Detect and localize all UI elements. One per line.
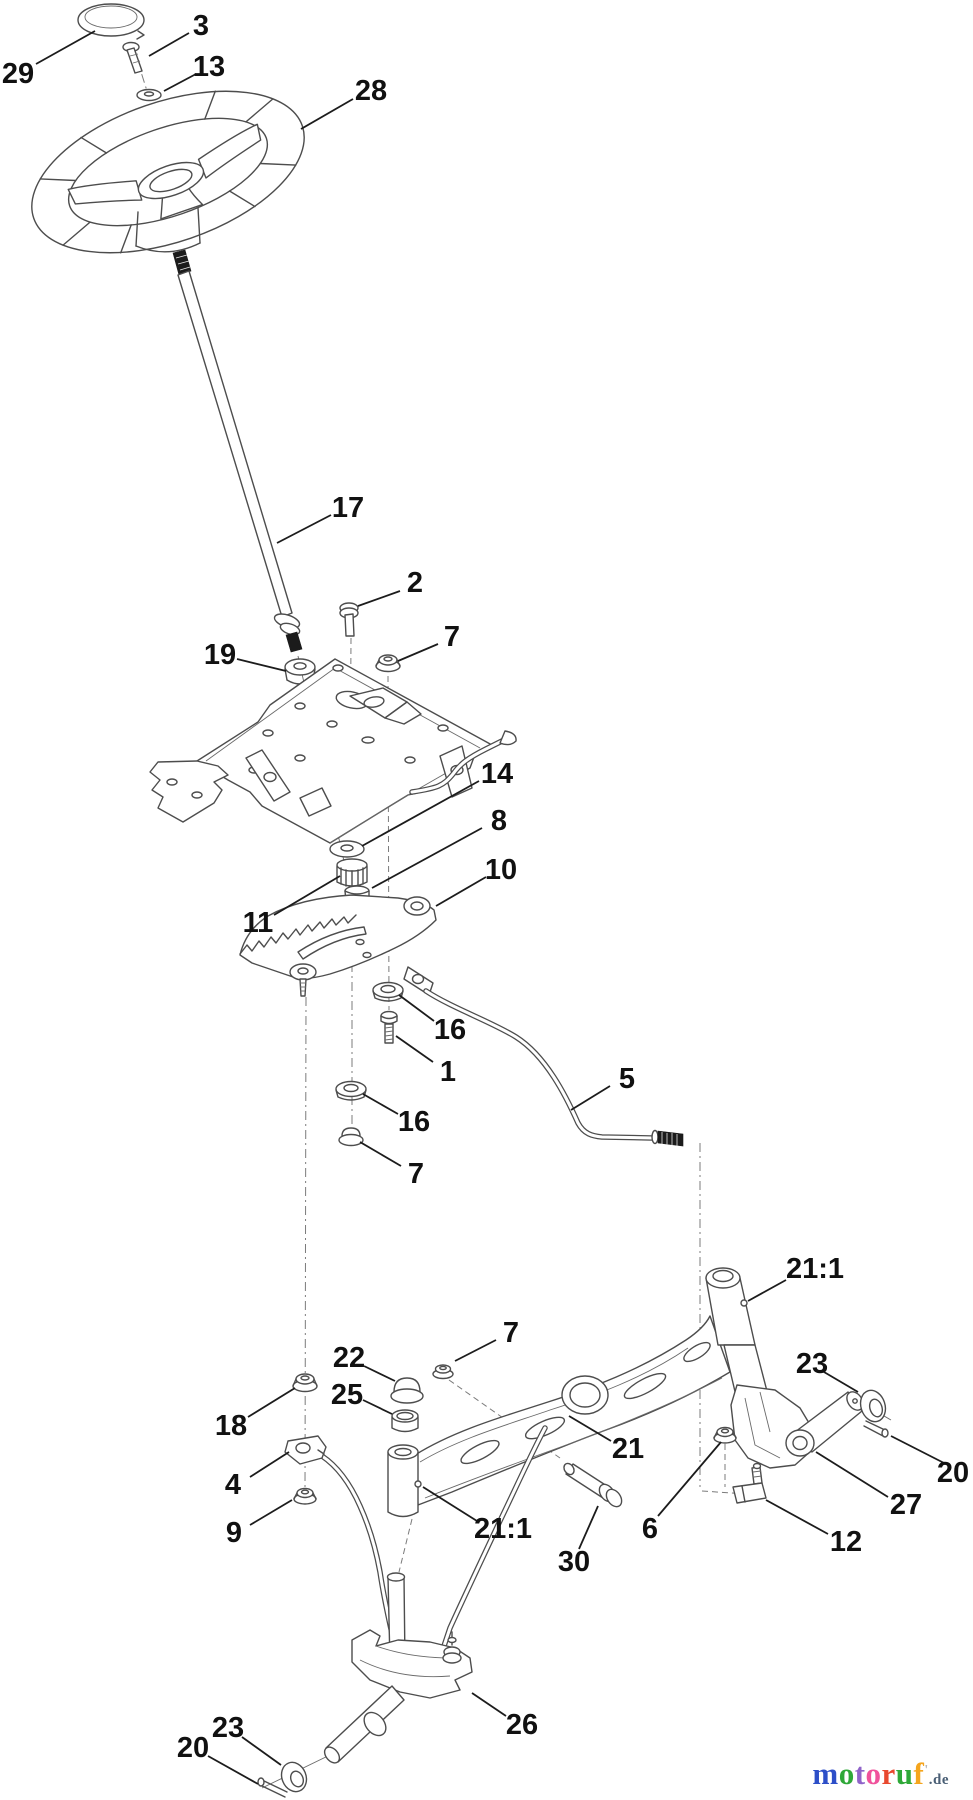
- callout-leader-7b: [360, 1142, 401, 1166]
- callout-leader-28: [301, 99, 353, 129]
- logo-letter: m: [812, 1756, 839, 1791]
- callout-leader-21-1a: [748, 1280, 786, 1301]
- logo-tick: ': [924, 1763, 929, 1778]
- callout-leader-10: [436, 877, 486, 906]
- callout-label-12: 12: [829, 1526, 863, 1558]
- callout-leader-1: [396, 1036, 433, 1062]
- logo-letter: f: [913, 1756, 925, 1791]
- callout-label-26: 26: [505, 1709, 539, 1741]
- callout-leader-9: [250, 1500, 292, 1525]
- callout-leader-25: [363, 1400, 392, 1414]
- console-bracket: [150, 659, 516, 843]
- washer-23a: [857, 1387, 890, 1425]
- callout-label-18: 18: [214, 1410, 248, 1442]
- logo-letter: r: [881, 1756, 896, 1791]
- callout-label-16a: 16: [433, 1014, 467, 1046]
- callout-layer: [2, 10, 969, 1784]
- callout-leader-27: [816, 1452, 888, 1497]
- steering-wheel: [11, 60, 325, 285]
- callout-leader-6: [658, 1442, 721, 1516]
- logo-domain-suffix: .de: [928, 1772, 949, 1788]
- motoruf-wordmark: [812, 1756, 924, 1791]
- steering-shaft: [173, 250, 302, 652]
- splined-pinion-11: [337, 859, 367, 887]
- flange-nut-6: [714, 1428, 736, 1444]
- callout-label-9: 9: [225, 1517, 243, 1549]
- flange-nut-18: [293, 1374, 317, 1392]
- logo-letter: o: [865, 1756, 882, 1791]
- grease-fitting-12: [733, 1464, 766, 1504]
- logo-letter: t: [854, 1756, 866, 1791]
- callout-leader-22: [364, 1366, 395, 1381]
- callout-leader-20b: [208, 1756, 258, 1784]
- callout-label-21-1b: 21:1: [473, 1513, 533, 1545]
- callout-label-21-1a: 21:1: [785, 1253, 845, 1285]
- callout-label-17: 17: [331, 492, 365, 524]
- callout-leader-5: [571, 1086, 610, 1110]
- screw-1: [381, 1012, 397, 1044]
- callout-label-20b: 20: [176, 1732, 210, 1764]
- washer-13: [137, 90, 161, 101]
- callout-leader-7a: [398, 644, 438, 661]
- push-cap-7b: [339, 1128, 363, 1146]
- callout-label-16b: 16: [397, 1106, 431, 1138]
- flange-nut-7a: [376, 655, 400, 672]
- callout-label-23b: 23: [211, 1712, 245, 1744]
- callout-leader-30: [579, 1506, 598, 1549]
- washer-14: [330, 841, 364, 857]
- motoruf-logo: [812, 1756, 949, 1792]
- washer-16b: [336, 1082, 366, 1101]
- callout-leader-3: [149, 33, 189, 56]
- callout-label-1: 1: [439, 1056, 457, 1088]
- callout-leader-18: [248, 1388, 295, 1417]
- callout-label-22: 22: [332, 1342, 366, 1374]
- callout-label-14: 14: [480, 758, 514, 790]
- callout-label-5: 5: [618, 1063, 636, 1095]
- callout-leader-16b: [363, 1094, 398, 1114]
- callout-label-25: 25: [330, 1379, 364, 1411]
- callout-leader-26: [472, 1693, 506, 1716]
- dust-cap-22: [391, 1378, 423, 1403]
- callout-label-29: 29: [1, 58, 35, 90]
- callout-label-11: 11: [242, 907, 274, 939]
- callout-leader-23b: [242, 1737, 281, 1765]
- callout-label-6: 6: [641, 1513, 659, 1545]
- callout-label-28: 28: [354, 75, 388, 107]
- callout-leader-16a: [399, 995, 434, 1021]
- callout-label-2: 2: [406, 567, 424, 599]
- callout-label-20a: 20: [936, 1457, 970, 1489]
- pivot-bolt-30: [562, 1462, 625, 1510]
- left-spindle: [322, 1573, 472, 1766]
- logo-letter: o: [838, 1756, 855, 1791]
- callout-leader-29: [36, 31, 95, 64]
- flange-nut-7c: [433, 1365, 453, 1379]
- cotter-pin-20a: [864, 1421, 888, 1437]
- callout-leader-12: [766, 1500, 828, 1534]
- callout-label-7b: 7: [407, 1158, 425, 1190]
- callout-label-10: 10: [484, 854, 518, 886]
- flange-nut-9: [294, 1489, 316, 1505]
- callout-label-13: 13: [192, 51, 226, 83]
- callout-label-4: 4: [224, 1469, 242, 1501]
- callout-label-27: 27: [889, 1489, 923, 1521]
- callout-leader-4: [250, 1452, 289, 1477]
- hex-bolt-2: [340, 603, 358, 636]
- callout-leader-13: [164, 74, 196, 91]
- callout-leader-2: [358, 591, 400, 606]
- callout-leader-23a: [824, 1372, 858, 1392]
- callout-label-19: 19: [203, 639, 237, 671]
- callout-label-7c: 7: [502, 1317, 520, 1349]
- callout-label-8: 8: [490, 805, 508, 837]
- callout-label-7a: 7: [443, 621, 461, 653]
- callout-label-21: 21: [611, 1433, 645, 1465]
- callout-leader-17: [277, 515, 331, 543]
- callout-label-3: 3: [192, 10, 210, 42]
- callout-label-30: 30: [557, 1546, 591, 1578]
- steering-arm: [285, 1436, 393, 1638]
- cap-screw: [123, 43, 142, 74]
- callout-leader-19: [237, 659, 286, 671]
- logo-letter: u: [895, 1756, 914, 1791]
- bushing-25: [392, 1410, 418, 1432]
- callout-leader-7c: [455, 1340, 496, 1361]
- callout-label-23a: 23: [795, 1348, 829, 1380]
- washer-16a: [373, 983, 403, 1002]
- steering-wheel-cap: [78, 4, 144, 39]
